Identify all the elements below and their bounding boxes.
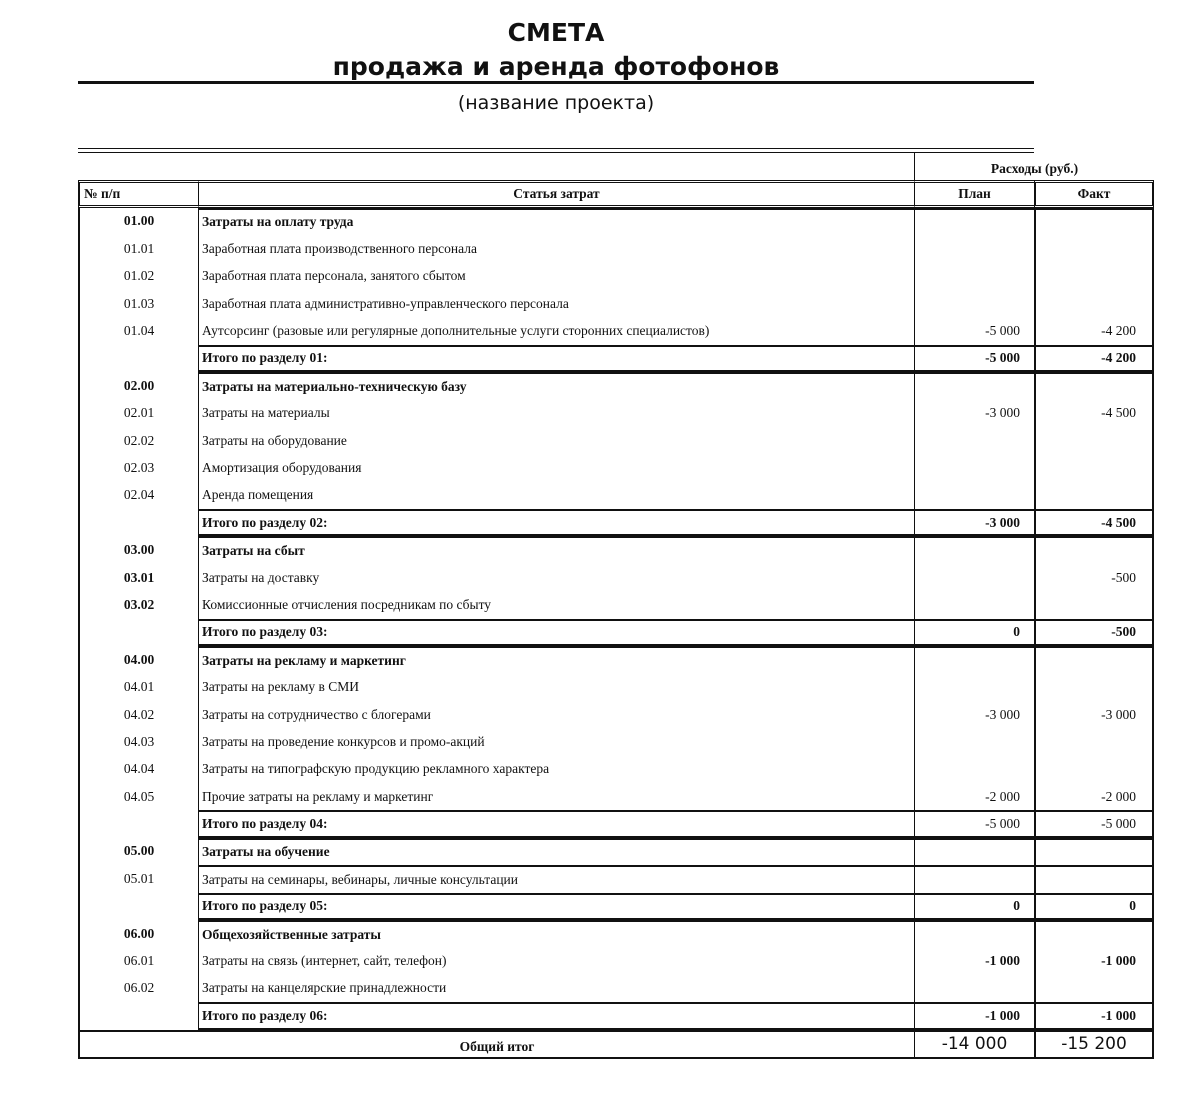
row-fact: -3 000 (1034, 701, 1154, 728)
row-number: 02.00 (78, 372, 198, 399)
table-row (78, 427, 1154, 454)
row-item: Затраты на оплату труда (198, 208, 914, 235)
row-number (78, 509, 198, 536)
row-number: 02.03 (78, 454, 198, 481)
row-fact (1034, 482, 1154, 509)
row-plan: 0 (914, 893, 1034, 920)
col-item-header: Статья затрат (198, 180, 914, 207)
row-fact (1034, 865, 1154, 892)
project-caption: (название проекта) (457, 92, 655, 114)
row-fact: -4 200 (1034, 345, 1154, 372)
row-plan (914, 728, 1034, 755)
subtotal-row (78, 1002, 1154, 1029)
row-plan (914, 482, 1034, 509)
grand-total-row (78, 1030, 1154, 1059)
table-row (78, 290, 1154, 317)
row-fact: -5 000 (1034, 810, 1154, 837)
row-fact (1034, 208, 1154, 235)
row-plan: -3 000 (914, 400, 1034, 427)
row-fact (1034, 235, 1154, 262)
grand-total-plan: -14 000 (914, 1030, 1034, 1059)
row-fact: -1 000 (1034, 1002, 1154, 1029)
document-subtitle: продажа и аренда фотофонов (332, 52, 780, 81)
row-plan: -5 000 (914, 317, 1034, 344)
row-number: 02.01 (78, 400, 198, 427)
row-plan (914, 372, 1034, 399)
row-plan: -3 000 (914, 701, 1034, 728)
section-row (78, 372, 1154, 399)
row-fact: -4 500 (1034, 509, 1154, 536)
row-fact (1034, 975, 1154, 1002)
section-row (78, 208, 1154, 235)
row-item: Затраты на канцелярские принадлежности (198, 975, 914, 1002)
row-number: 06.01 (78, 947, 198, 974)
row-number: 03.00 (78, 536, 198, 563)
subtotal-row (78, 509, 1154, 536)
row-plan: -5 000 (914, 345, 1034, 372)
row-number: 06.00 (78, 920, 198, 947)
row-number: 03.01 (78, 564, 198, 591)
header-group-row (78, 153, 1154, 180)
row-item: Затраты на материально-техническую базу (198, 372, 914, 399)
header-rule-top (78, 148, 1034, 149)
row-item: Затраты на сотрудничество с блогерами (198, 701, 914, 728)
row-fact: -2 000 (1034, 783, 1154, 810)
expenses-header: Расходы (руб.) (914, 153, 1154, 180)
table-row (78, 591, 1154, 618)
row-item: Аутсорсинг (разовые или регулярные дополнительные услуги сторонних специалистов) (198, 317, 914, 344)
row-plan (914, 865, 1034, 892)
row-number: 01.03 (78, 290, 198, 317)
row-number: 05.01 (78, 865, 198, 892)
row-item: Итого по разделу 01: (198, 345, 914, 372)
row-plan (914, 564, 1034, 591)
row-plan: -2 000 (914, 783, 1034, 810)
row-fact: -500 (1034, 564, 1154, 591)
row-plan: -3 000 (914, 509, 1034, 536)
table-row (78, 947, 1154, 974)
row-plan: -1 000 (914, 1002, 1034, 1029)
row-plan: 0 (914, 619, 1034, 646)
row-fact (1034, 673, 1154, 700)
row-item: Итого по разделу 02: (198, 509, 914, 536)
row-item: Затраты на связь (интернет, сайт, телефон) (198, 947, 914, 974)
row-plan (914, 646, 1034, 673)
row-plan (914, 235, 1034, 262)
table-row (78, 235, 1154, 262)
row-plan: -5 000 (914, 810, 1034, 837)
row-item: Комиссионные отчисления посредникам по сбыту (198, 591, 914, 618)
row-item: Прочие затраты на рекламу и маркетинг (198, 783, 914, 810)
table-row (78, 756, 1154, 783)
subtotal-row (78, 345, 1154, 372)
column-header-row (78, 180, 1154, 207)
row-fact (1034, 728, 1154, 755)
row-plan (914, 756, 1034, 783)
row-fact (1034, 838, 1154, 865)
section-row (78, 536, 1154, 563)
row-item: Затраты на рекламу в СМИ (198, 673, 914, 700)
row-plan (914, 838, 1034, 865)
row-fact (1034, 263, 1154, 290)
row-number (78, 619, 198, 646)
row-plan: -1 000 (914, 947, 1034, 974)
col-num-header: № п/п (78, 180, 198, 207)
row-plan (914, 920, 1034, 947)
row-number (78, 345, 198, 372)
row-number: 04.05 (78, 783, 198, 810)
row-fact (1034, 427, 1154, 454)
table-row (78, 673, 1154, 700)
table-row (78, 701, 1154, 728)
row-fact (1034, 454, 1154, 481)
row-item: Затраты на материалы (198, 400, 914, 427)
row-item: Общехозяйственные затраты (198, 920, 914, 947)
row-fact (1034, 646, 1154, 673)
estimate-table (78, 153, 1154, 1059)
row-plan (914, 427, 1034, 454)
row-number: 03.02 (78, 591, 198, 618)
table-row (78, 454, 1154, 481)
row-item: Итого по разделу 05: (198, 893, 914, 920)
row-number: 04.03 (78, 728, 198, 755)
row-item: Затраты на проведение конкурсов и промо-акций (198, 728, 914, 755)
row-fact (1034, 920, 1154, 947)
row-item: Затраты на сбыт (198, 536, 914, 563)
document-title: СМЕТА (507, 18, 605, 47)
table-row (78, 482, 1154, 509)
row-number: 01.04 (78, 317, 198, 344)
row-item: Затраты на доставку (198, 564, 914, 591)
table-row (78, 564, 1154, 591)
row-number (78, 810, 198, 837)
row-item: Итого по разделу 03: (198, 619, 914, 646)
row-item: Амортизация оборудования (198, 454, 914, 481)
row-item: Затраты на оборудование (198, 427, 914, 454)
row-plan (914, 536, 1034, 563)
section-row (78, 920, 1154, 947)
subtotal-row (78, 619, 1154, 646)
row-item: Затраты на семинары, вебинары, личные консультации (198, 865, 914, 892)
col-fact-header: Факт (1034, 180, 1154, 207)
table-row (78, 975, 1154, 1002)
row-plan (914, 208, 1034, 235)
grand-total-fact: -15 200 (1034, 1030, 1154, 1059)
row-item: Итого по разделу 06: (198, 1002, 914, 1029)
row-fact: -4 500 (1034, 400, 1154, 427)
row-fact: -1 000 (1034, 947, 1154, 974)
row-item: Затраты на обучение (198, 838, 914, 865)
table-row (78, 317, 1154, 344)
row-fact (1034, 372, 1154, 399)
row-number: 01.01 (78, 235, 198, 262)
row-number: 05.00 (78, 838, 198, 865)
table-row (78, 783, 1154, 810)
table-row (78, 865, 1154, 892)
row-item: Затраты на типографскую продукцию рекламного характера (198, 756, 914, 783)
row-number (78, 893, 198, 920)
row-plan (914, 263, 1034, 290)
table-row (78, 728, 1154, 755)
row-number: 02.02 (78, 427, 198, 454)
row-fact (1034, 290, 1154, 317)
row-item: Итого по разделу 04: (198, 810, 914, 837)
col-plan-header: План (914, 180, 1034, 207)
section-row (78, 838, 1154, 865)
row-plan (914, 591, 1034, 618)
row-item: Затраты на рекламу и маркетинг (198, 646, 914, 673)
row-number: 01.02 (78, 263, 198, 290)
row-plan (914, 454, 1034, 481)
row-number: 01.00 (78, 208, 198, 235)
row-fact (1034, 591, 1154, 618)
row-fact (1034, 536, 1154, 563)
row-fact: -4 200 (1034, 317, 1154, 344)
row-number: 04.00 (78, 646, 198, 673)
subtotal-row (78, 810, 1154, 837)
table-row (78, 263, 1154, 290)
row-fact: -500 (1034, 619, 1154, 646)
table-body (78, 208, 1154, 1030)
row-item: Заработная плата персонала, занятого сбытом (198, 263, 914, 290)
row-fact (1034, 756, 1154, 783)
row-number (78, 1002, 198, 1029)
row-plan (914, 975, 1034, 1002)
section-row (78, 646, 1154, 673)
row-number: 04.02 (78, 701, 198, 728)
row-plan (914, 290, 1034, 317)
row-number: 02.04 (78, 482, 198, 509)
row-item: Аренда помещения (198, 482, 914, 509)
table-row (78, 400, 1154, 427)
title-underline (78, 81, 1034, 84)
row-number: 04.01 (78, 673, 198, 700)
row-item: Заработная плата производственного персонала (198, 235, 914, 262)
row-item: Заработная плата административно-управленческого персонала (198, 290, 914, 317)
grand-total-label: Общий итог (78, 1030, 914, 1059)
row-number: 04.04 (78, 756, 198, 783)
subtotal-row (78, 893, 1154, 920)
row-fact: 0 (1034, 893, 1154, 920)
row-plan (914, 673, 1034, 700)
row-number: 06.02 (78, 975, 198, 1002)
